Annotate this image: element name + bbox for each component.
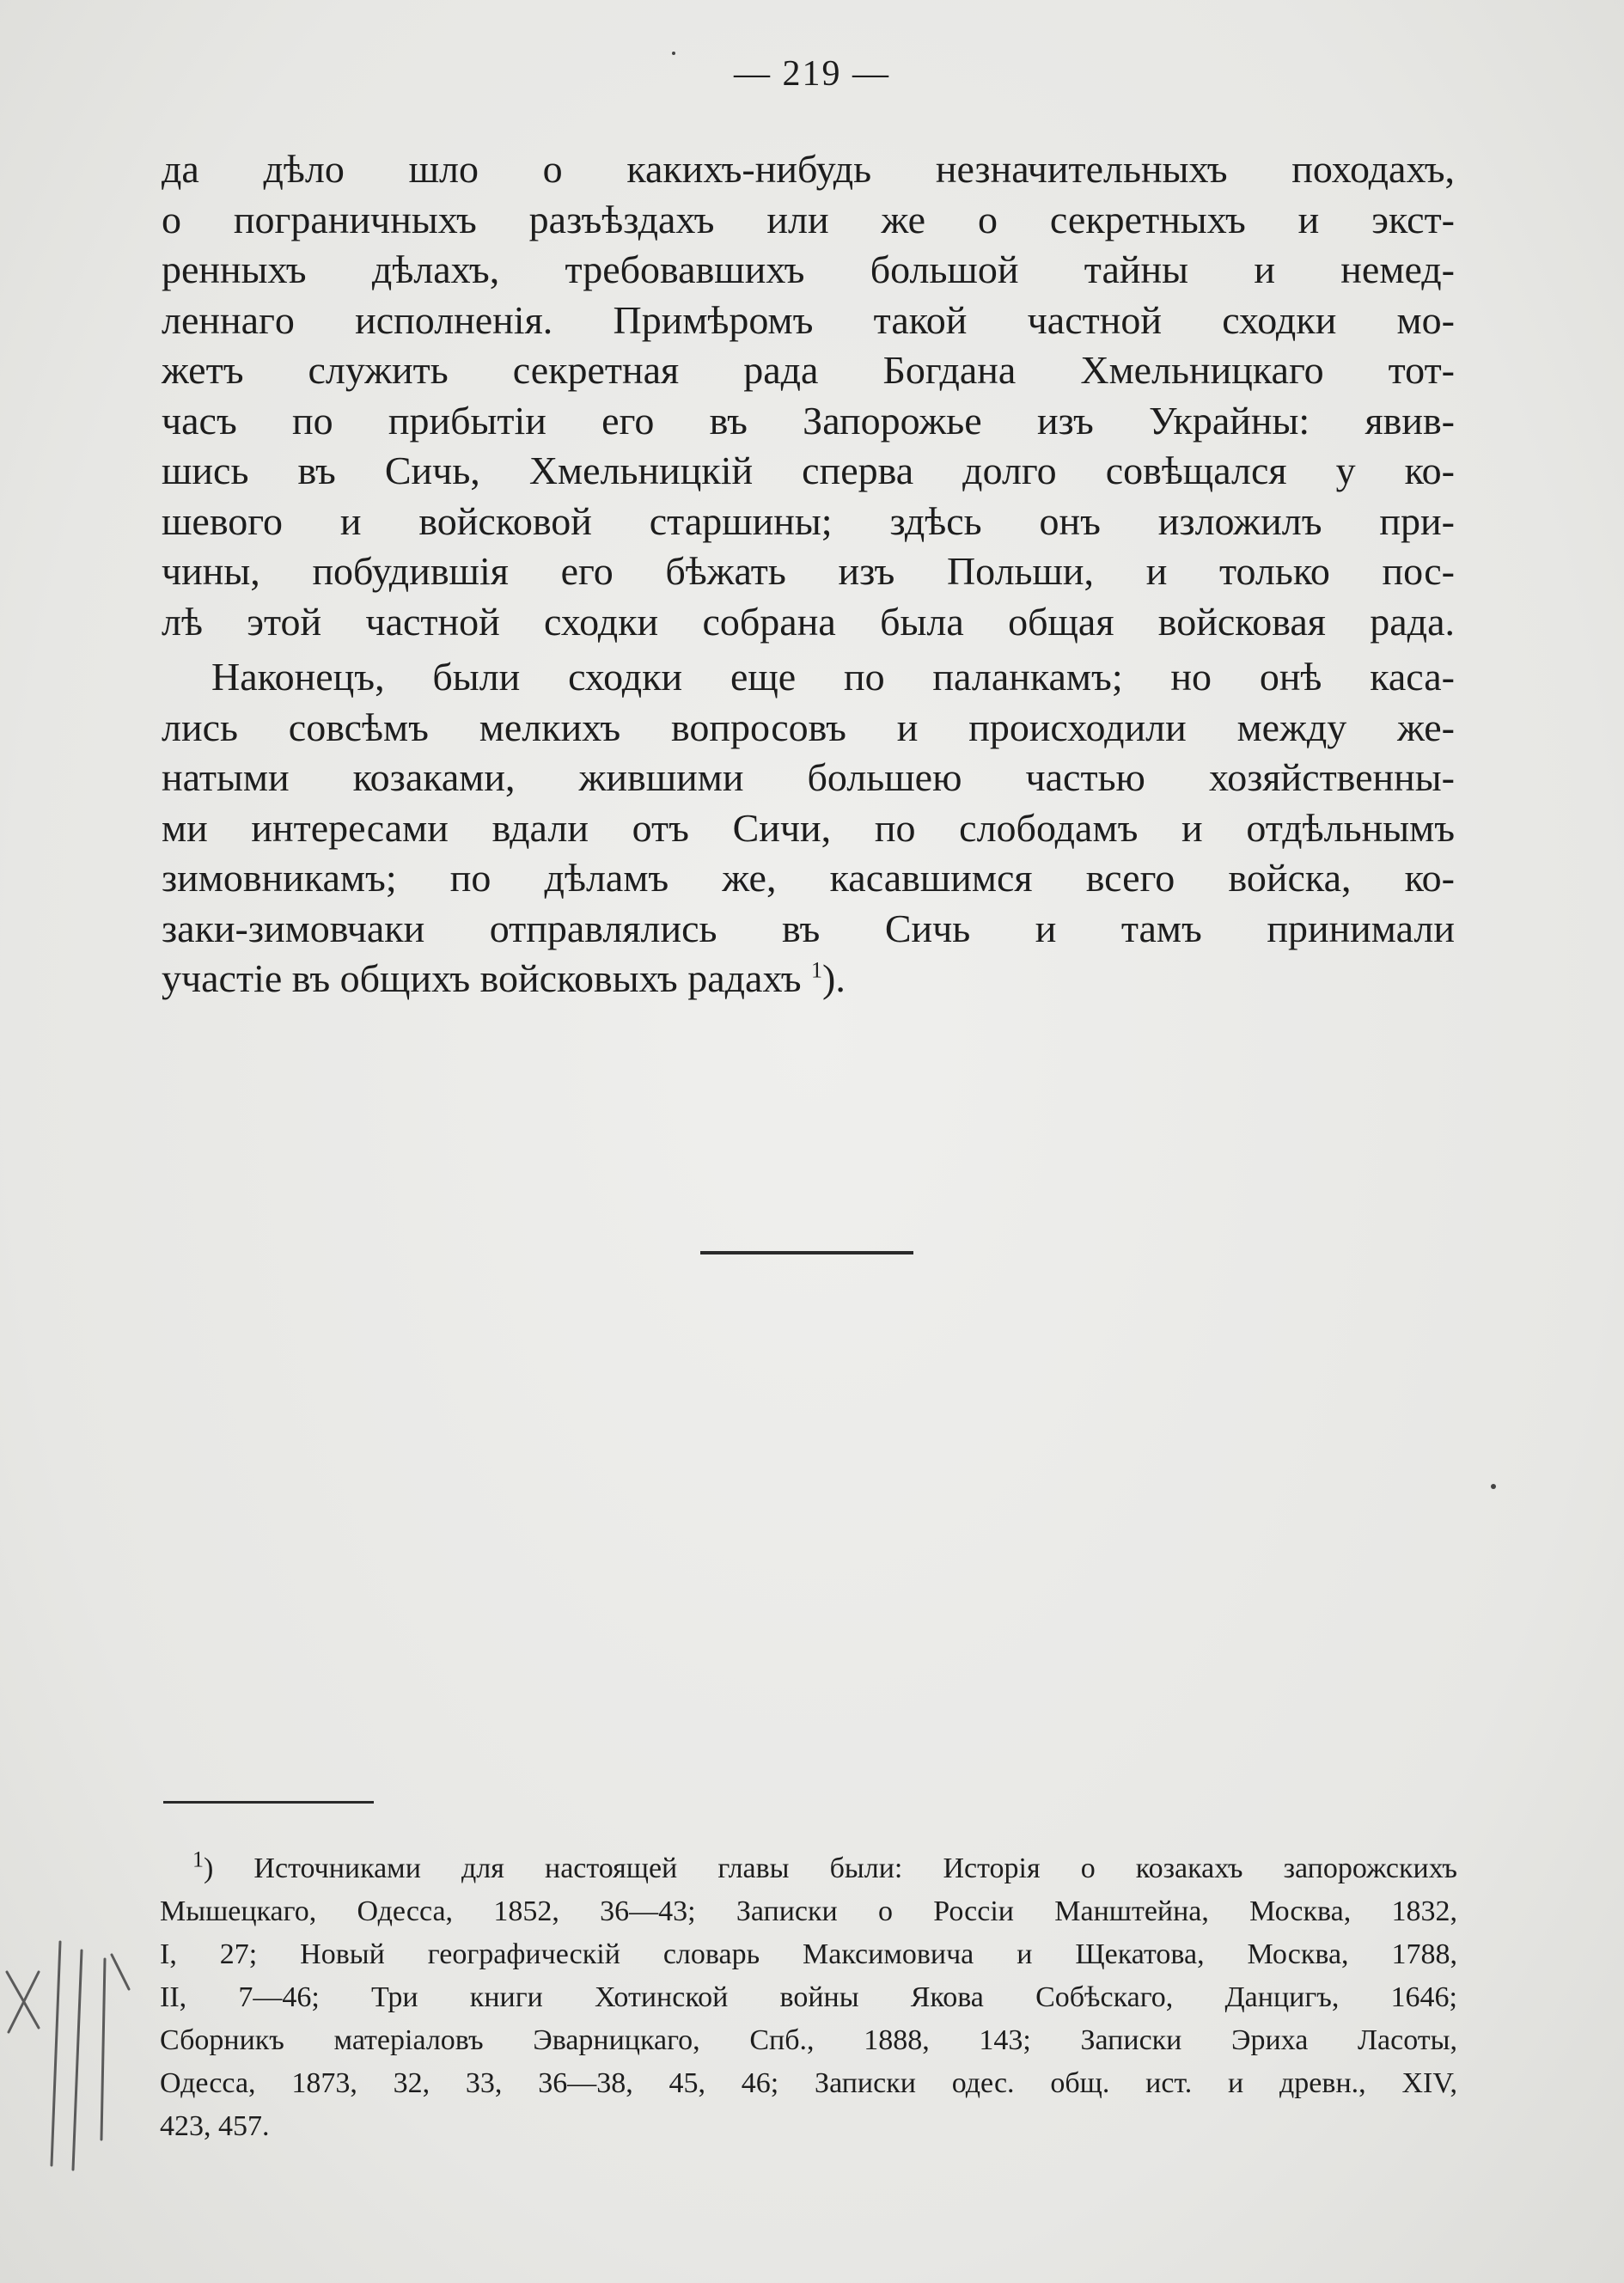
text-line bbox=[162, 954, 1455, 1004]
text-line: да дѣло шло о какихъ-нибудь незначительныхъ походахъ, bbox=[162, 147, 1455, 191]
footnote-line: I, 27; Новый географическій словарь Максимовича и Щекатова, Москва, 1788, bbox=[160, 1938, 1457, 1970]
footnote-line: Сборникъ матеріаловъ Эварницкаго, Спб., 1888, 143; Записки Эриха Ласоты, bbox=[160, 2024, 1457, 2056]
footnote-marker: 1 bbox=[192, 1847, 204, 1872]
text-line: натыми козаками, жившими большею частью хозяйственны- bbox=[162, 755, 1455, 799]
text-line: ренныхъ дѣлахъ, требовавшихъ большой тайны и немед- bbox=[162, 247, 1455, 291]
text-line: о пограничныхъ разъѣздахъ или же о секретныхъ и экст- bbox=[162, 197, 1455, 241]
text-line: лѣ этой частной сходки собрана была общая войсковая рада. bbox=[162, 599, 1455, 644]
text-line: жетъ служить секретная рада Богдана Хмельницкаго тот- bbox=[162, 348, 1455, 392]
text-line: лись совсѣмъ мелкихъ вопросовъ и происходили между же- bbox=[162, 705, 1455, 749]
handwritten-pencil-marginalia-icon bbox=[0, 1925, 163, 2182]
text-fragment: ). bbox=[822, 956, 846, 1000]
text-line: шись въ Сичь, Хмельницкій сперва долго совѣщался у ко- bbox=[162, 449, 1455, 492]
page-number: — 219 — bbox=[734, 54, 890, 94]
footnote-line: Одесса, 1873, 32, 33, 36—38, 45, 46; Записки одес. общ. ист. и древн., XIV, bbox=[160, 2067, 1457, 2099]
text-line: зимовникамъ; по дѣламъ же, касавшимся всего войска, ко- bbox=[162, 856, 1455, 900]
text-fragment: ) Источниками для настоящей главы были: Исторія о козакахъ запорожскихъ bbox=[204, 1853, 1457, 1884]
footnote-line bbox=[160, 1847, 1457, 1890]
text-line: часъ по прибытіи его въ Запорожье изъ Украйны: явив- bbox=[162, 398, 1455, 443]
footnote-reference: 1 bbox=[811, 957, 822, 983]
text-line: шевого и войсковой старшины; здѣсь онъ изложилъ при- bbox=[162, 498, 1455, 543]
footnote bbox=[160, 1847, 1457, 2148]
paper-speck bbox=[1491, 1484, 1496, 1489]
paragraph-1 bbox=[162, 144, 1455, 647]
main-text bbox=[162, 144, 1455, 1010]
footnote-line: Мышецкаго, Одесса, 1852, 36—43; Записки о Россіи Манштейна, Москва, 1832, bbox=[160, 1895, 1457, 1927]
paragraph-2 bbox=[162, 652, 1455, 1004]
text-line: Наконецъ, были сходки еще по паланкамъ; но онѣ каса- bbox=[211, 655, 1455, 699]
footnote-line: 423, 457. bbox=[160, 2110, 270, 2142]
text-line: чины, побудившія его бѣжать изъ Польши, и только пос- bbox=[162, 549, 1455, 593]
text-line: заки-зимовчаки отправлялись въ Сичь и тамъ принимали bbox=[162, 906, 1455, 950]
paper-speck bbox=[672, 52, 675, 55]
section-divider bbox=[700, 1251, 913, 1254]
footnote-divider bbox=[163, 1801, 374, 1804]
text-fragment: участіе въ общихъ войсковыхъ радахъ bbox=[162, 956, 802, 1000]
text-line: ми интересами вдали отъ Сичи, по слободамъ и отдѣльнымъ bbox=[162, 805, 1455, 850]
text-line: леннагo исполненія. Примѣромъ такой частной сходки мо- bbox=[162, 297, 1455, 342]
footnote-line: II, 7—46; Три книги Хотинской войны Якова Собѣскаго, Данцигъ, 1646; bbox=[160, 1981, 1457, 2013]
